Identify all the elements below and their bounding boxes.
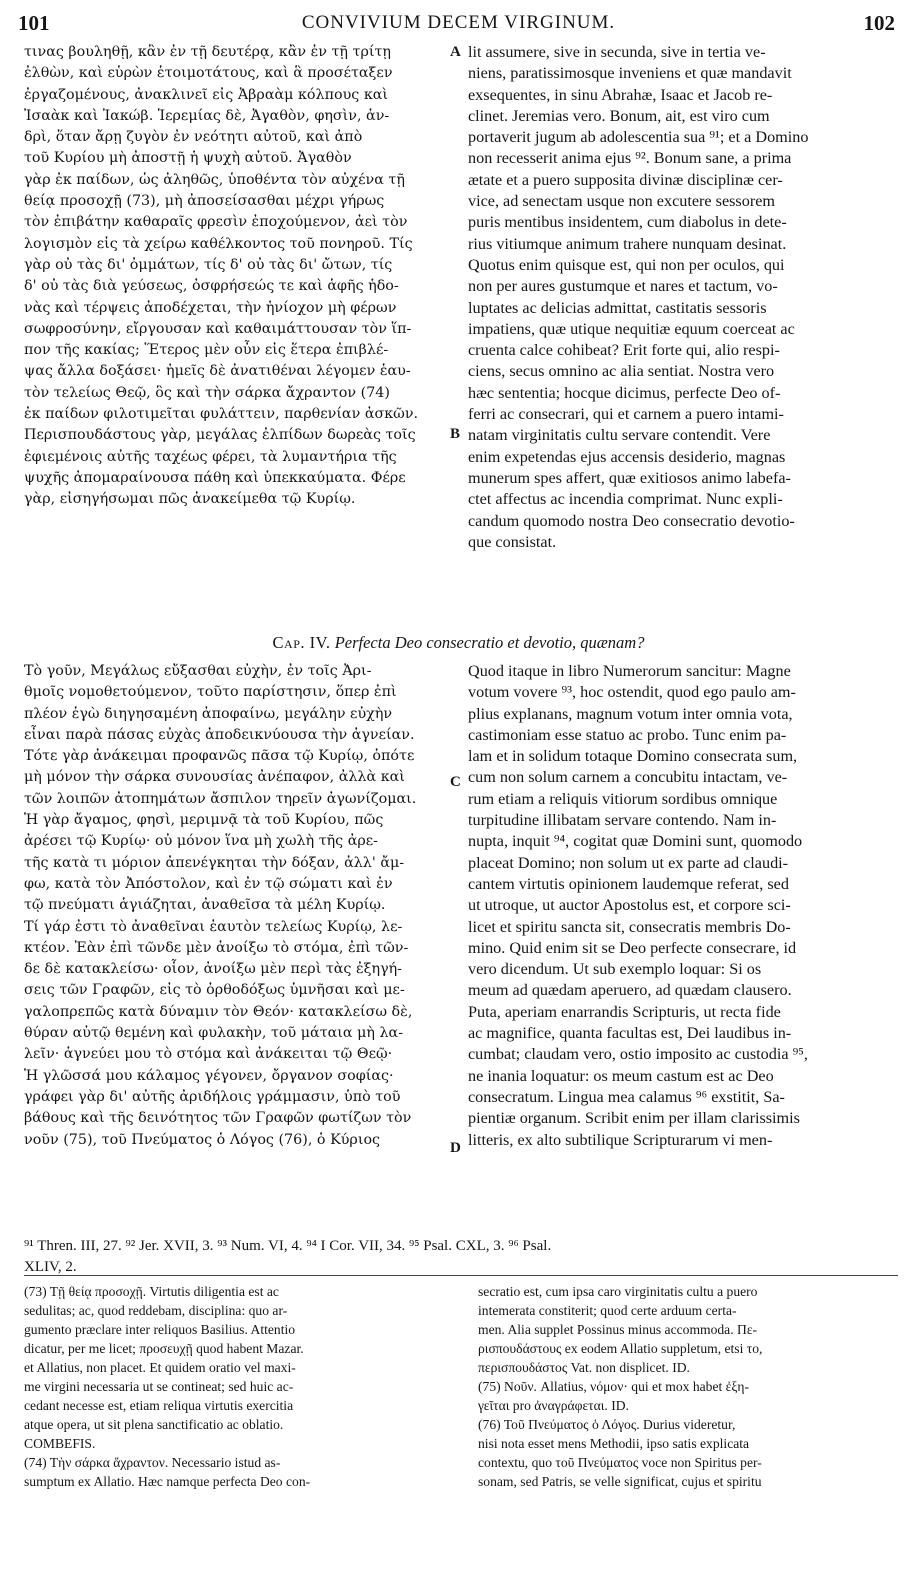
text-line: Τότε γὰρ ἀνάκειμαι προφανῶς πᾶσα τῷ Κυρίῳ, ὁπότε (24, 748, 415, 765)
text-line: vice, ad senectam usque non excutere sessorem (468, 192, 775, 211)
text-line: σωφροσύνην, εἴργουσαν καὶ καθαιμάττουσαν τὸν ἵπ- (24, 320, 412, 337)
text-line: Ἰσαὰκ καὶ Ἰακώβ. Ἱερεμίας δὲ, Ἀγαθὸν, φησὶν, ἀν- (24, 107, 390, 124)
text-line: (76) Τοῦ Πνεύματος ὁ Λόγος. Durius videretur, (478, 1417, 736, 1432)
text-line: litteris, ex alto subtilique Scripturarum vi men- (468, 1130, 773, 1149)
text-line: κτέον. Ἐὰν ἐπὶ τῶνδε μὲν ἀνοίξω τὸ στόμα, ἐπὶ τῶν- (24, 939, 409, 956)
text-line: lam et in solidum totaque Domino consecrata sum, (468, 747, 798, 766)
text-line: cumbat; claudam vero, ostio imposito ac custodia ⁹⁵, (468, 1045, 808, 1064)
text-line: ctet affectus ac incendia comprimat. Nunc expli- (468, 490, 783, 509)
text-line: vero dicendum. Ut sub exemplo loquar: Si os (468, 960, 762, 979)
text-line: τινας βουληθῇ, κἂν ἐν τῇ δευτέρᾳ, κἂν ἐν τῇ τρίτῃ (24, 44, 391, 60)
text-line: intemerata constiterit; quod certe arduum certa- (478, 1303, 737, 1318)
text-line: τῶν λοιπῶν ἀτοπημάτων ἄσπιλον τηρεῖν ἀγωνίζομαι. (24, 790, 417, 807)
text-line: cedant necesse est, etiam reliqua virtutis exercitia (24, 1398, 294, 1413)
chapter-number: Cap. IV. (272, 633, 331, 652)
text-line: θύραν αὐτῷ θεμένη καὶ φυλακὴν, τοῦ μάταια μὴ λα- (24, 1025, 404, 1042)
text-line: turpitudine illibatam servare contendo. Nam in- (468, 811, 777, 830)
text-line: placeat Domino; non solum ut ex parte ad claudi- (468, 853, 789, 872)
section-marker-d: D (450, 1140, 461, 1156)
text-line: ψυχῆς ἀπομαραίνουσα πάθη καὶ ὑπεκκαύματα. Φέρε (24, 469, 406, 486)
text-line: sumptum ex Allatio. Hæc namque perfecta Deo con- (24, 1474, 311, 1489)
text-line: Περισπουδάστους γὰρ, μεγάλας ἐλπίδων δωρεὰς τοῖς (24, 427, 416, 444)
text-line: τὸν τελείως Θεῷ, ὃς καὶ τὴν σάρκα ἄχραντον (74) (24, 384, 390, 401)
text-line: cruenta calce cohibeat? Erit forte qui, alio respi- (468, 341, 780, 360)
text-line: ρισπουδάστους ex eodem Allatio suppletum, etsi το, (478, 1341, 763, 1356)
text-line: Ἡ γλῶσσά μου κάλαμος γέγονεν, ὄργανον σοφίας· (24, 1067, 394, 1084)
text-line: τοῦ Κυρίου μὴ ἀποστῇ ἡ ψυχὴ αὐτοῦ. Ἀγαθὸν (24, 150, 352, 167)
text-line: impatiens, quæ utique nequitiæ equum coerceat ac (468, 319, 795, 338)
text-line: secratio est, cum ipsa caro virginitatis cultu a puero (478, 1284, 758, 1299)
section-marker-b: B (450, 426, 461, 442)
text-line: portaverit jugum ab adolescentia sua ⁹¹; et a Domino (468, 128, 809, 147)
text-line: γεῖται pro ἀναγράφεται. ID. (478, 1398, 629, 1413)
text-line: rius vitiumque animum trahere nunquam desinat. (468, 234, 787, 253)
text-line: hæc sententia; hocque dicimus, perfecte Deo of- (468, 383, 781, 402)
latin-text-bottom (468, 661, 898, 1151)
text-line: natam virginitatis cultu servare contendit. Vere (468, 426, 771, 445)
text-line: ut utroque, ut auctor Apostolus est, et corpore sci- (468, 896, 791, 915)
text-line: mino. Quid enim sit se Deo perfecte consecrare, id (468, 938, 797, 957)
footnote-divider (24, 1275, 898, 1276)
text-line: que consistat. (468, 532, 557, 551)
editor-notes-right (478, 1282, 898, 1491)
section-marker-a: A (450, 44, 461, 60)
text-line: δε δὲ κατακλείσω· οἷον, ἀνοίξω μὲν περὶ τὰς ἐξηγή- (24, 961, 403, 978)
text-line: niens, paratissimosque inveniens et quæ mandavit (468, 64, 792, 83)
text-line: XLIV, 2. (24, 1259, 77, 1275)
chapter-heading (0, 632, 917, 654)
text-line: non recesserit anima ejus ⁹². Bonum sane, a prima (468, 149, 792, 168)
text-line: δρὶ, ὅταν ἄρῃ ζυγὸν ἐν νεότητι αὐτοῦ, καὶ ἀπὸ (24, 129, 363, 146)
text-line: γράφει γὰρ δι' αὐτῆς ἀριδήλοις γράμμασιν, ὑπὸ τοῦ (24, 1088, 401, 1105)
text-line: ⁹¹ Thren. III, 27. ⁹² Jer. XVII, 3. ⁹³ Num. VI, 4. ⁹⁴ I Cor. VII, 34. ⁹⁵ Psal. CXL, 3. ⁹⁶ Psal. (24, 1238, 552, 1254)
editor-notes-left (24, 1282, 454, 1491)
text-line: (74) Τὴν σάρκα ἄχραντον. Necessario istud as- (24, 1455, 281, 1470)
text-line: exsequentes, in sinu Abrahæ, Isaac et Jacob re- (468, 85, 773, 104)
text-line: votum vovere ⁹³, hoc ostendit, quod ego paulo am- (468, 683, 796, 702)
scripture-references (24, 1236, 898, 1278)
text-line: Quod itaque in libro Numerorum sancitur: Magne (468, 662, 791, 680)
text-line: ἀρέσει τῷ Κυρίῳ· οὐ μόνον ἵνα μὴ χωλὴ τῆς ἀρε- (24, 833, 379, 850)
text-line: λογισμὸν εἰς τὰ χείρω καθέλκοντος τοῦ πονηροῦ. Τίς (24, 235, 413, 252)
text-line: men. Alia supplet Possinus minus accommoda. Πε- (478, 1322, 758, 1337)
text-line: μὴ μόνον τὴν σάρκα συνουσίας ἀνέπαφον, ἀλλὰ καὶ (24, 769, 405, 786)
text-line: COMBEFIS. (24, 1436, 96, 1451)
text-line: γὰρ, εἰσηγήσωμαι πῶς ἀνακείμεθα τῷ Κυρίῳ. (24, 491, 356, 508)
text-line: Τί γάρ ἐστι τὸ ἀναθεῖναι ἑαυτὸν τελείως Κυρίῳ, λε- (24, 918, 403, 935)
text-line: puris mentibus insidentem, cum diabolus in dete- (468, 213, 787, 232)
text-line: non per aures gustumque et nares et tactum, vo- (468, 277, 778, 296)
text-line: γὰρ οὐ τὰς δι' ὀμμάτων, τίς δ' οὐ τὰς δι' ὤτων, τίς (24, 256, 393, 273)
text-line: plius explanans, magnum votum inter omnia vota, (468, 704, 793, 723)
text-line: σεις τῶν Γραφῶν, εἰς τὸ ὀρθοδόξως ὑμνῆσαι καὶ με- (24, 982, 405, 999)
text-line: τῷ πνεύματι ἁγιάζηται, ἀναθεῖσα τὰ μέλη Κυρίῳ. (24, 897, 386, 914)
text-line: Puta, aperiam enarrandis Scripturis, ut recta fide (468, 1002, 781, 1021)
text-line: περισπουδάστος Vat. non displicet. ID. (478, 1360, 690, 1375)
text-line: θμοῖς νομοθετούμενον, τοῦτο παρίστησιν, ὅπερ ἐπὶ (24, 684, 397, 701)
text-line: candum quomodo nostra Deo consecratio devotio- (468, 511, 795, 530)
text-line: τῆς κατὰ τι μόριον ἀπενέγκηται τὴν δόξαν, ἀλλ' ἄμ- (24, 854, 405, 871)
text-line: ἐκ παίδων φιλοτιμεῖται φυλάττειν, παρθενίαν ἀσκῶν. (24, 406, 419, 423)
text-line: ne inania loquatur: os meum castum est ac Deo (468, 1066, 774, 1085)
text-line: Ἡ γὰρ ἄγαμος, φησὶ, μεριμνᾷ τὰ τοῦ Κυρίου, πῶς (24, 812, 384, 829)
text-line: sonam, sed Patris, se velle significat, cujus et spiritu (478, 1474, 762, 1489)
text-line: εἶναι παρὰ πάσας εὐχὰς ἀποδεικνύουσα τὴν ἁγνείαν. (24, 726, 415, 743)
text-line: pientiæ organum. Scribit enim per illam clarissimis (468, 1109, 800, 1128)
text-line: (75) Νοῦν. Allatius, νόμον· qui et mox habet ἐξη- (478, 1379, 750, 1394)
text-line: νοῦν (75), τοῦ Πνεύματος ὁ Λόγος (76), ὁ Κύριος (24, 1131, 381, 1148)
text-line: βάθους καὶ τῆς δεινότητος τῶν Γραφῶν φωτίζων τὸν (24, 1110, 412, 1127)
text-line: munerum spes affert, quæ exitiosos animo labefa- (468, 468, 791, 487)
text-line: castimoniam esse statuo ac probo. Tunc enim pa- (468, 725, 787, 744)
text-line: ferri ac consecrari, qui et carnem a puero intami- (468, 405, 784, 424)
text-line: ἐλθὼν, καὶ εὑρὼν ἑτοιμοτάτους, καὶ ἃ προσέταξεν (24, 65, 393, 82)
text-line: gumento præclare inter reliquos Basilius. Attentio (24, 1322, 296, 1337)
text-line: sedulitas; ac, quod reddebam, disciplina: quo ar- (24, 1303, 288, 1318)
text-line: atque opera, ut sit plena sanctificatio ac oblatio. (24, 1417, 284, 1432)
text-line: γαλοπρεπῶς κατὰ δύναμιν τὸν Θεόν· κατακλείσω δὲ, (24, 1003, 413, 1020)
latin-text-top (468, 42, 898, 553)
text-line: τὸν ἐπιβάτην καθαραῖς φρεσὶν ἐποχούμενον, ἀεὶ τὸν (24, 214, 408, 231)
text-line: contextu, quo τοῦ Πνεύματος voce non Spiritus per- (478, 1455, 762, 1470)
text-line: enim expetendas ejus accensis desiderio, magnas (468, 447, 786, 466)
section-marker-c: C (450, 774, 461, 790)
text-line: γὰρ ἐκ παίδων, ὡς ἀληθῶς, ὑποθέντα τὸν αὐχένα τῇ (24, 171, 405, 188)
text-line: ἐφιεμένοις αὐτῆς ταχέως φέρει, τὰ λυμαντήρια τῆς (24, 448, 397, 465)
text-line: luptates ac delicias admittat, castitatis sessoris (468, 298, 767, 317)
text-line: (73) Τῇ θείᾳ προσοχῇ. Virtutis diligentia est ac (24, 1284, 279, 1299)
text-line: cantem virtutis opinionem laudemque referat, sed (468, 874, 789, 893)
text-line: me virgini necessaria ut se contineat; sed huic ac- (24, 1379, 294, 1394)
text-line: et Allatius, non placet. Et quidem oratio vel maxi- (24, 1360, 296, 1375)
greek-text-top (24, 42, 462, 511)
text-line: rum etiam a reliquis vitiorum sordibus omnique (468, 789, 778, 808)
text-line: Quotus enim quisque est, qui non per oculos, qui (468, 255, 785, 274)
text-line: cum non solum carnem a concubitu intactam, ve- (468, 768, 788, 787)
text-line: φω, κατὰ τὸν Ἀπόστολον, καὶ ἐν τῷ σώματι καὶ ἐν (24, 875, 393, 892)
text-line: meum ad quædam aperuero, ad quædam clausero. (468, 981, 792, 1000)
page-number-right: 102 (863, 11, 895, 35)
text-line: νὰς καὶ τέρψεις ἀποδέχεται, τὴν ἡνίοχον μὴ φέρων (24, 299, 397, 316)
text-line: ψας ἄλλα δοξάσει· ἡμεῖς δὲ ἀνατιθέναι λέγομεν ἑαυ- (24, 363, 411, 380)
text-line: πλέον ἐγὼ διηγησαμένη ἀποφαίνω, μεγάλην εὐχὴν (24, 705, 393, 722)
text-line: licet et spiritu sancta sit, consecratis membris Do- (468, 917, 791, 936)
chapter-title: Perfecta Deo consecratio et devotio, quænam? (334, 633, 645, 652)
text-line: δ' οὐ τὰς διὰ γεύσεως, ὀσφρήσεώς τε καὶ ἁφῆς ἡδο- (24, 278, 399, 295)
text-line: θείᾳ προσοχῇ (73), μὴ ἀποσείσασθαι μέχρι γήρως (24, 193, 385, 210)
text-line: consecratum. Lingua mea calamus ⁹⁶ exstitit, Sa- (468, 1087, 785, 1106)
text-line: nupta, inquit ⁹⁴, cogitat quæ Domini sunt, quomodo (468, 832, 803, 851)
text-line: clinet. Jeremias vero. Bonum, ait, est viro cum (468, 106, 770, 125)
page-number-left: 101 (18, 11, 50, 35)
text-line: ac magnifice, quanta facultas est, Dei laudibus in- (468, 1024, 792, 1043)
text-line: πον τῆς κακίας; Ἕτερος μὲν οὖν εἰς ἕτερα ἐπιβλέ- (24, 342, 389, 359)
text-line: lit assumere, sive in secunda, sive in tertia ve- (468, 43, 766, 61)
running-title: CONVIVIUM DECEM VIRGINUM. (301, 12, 616, 33)
text-line: Τὸ γοῦν, Μεγάλως εὔξασθαι εὐχὴν, ἐν τοῖς Ἀρι- (24, 663, 372, 679)
text-line: dicatur, per me licet; προσευχῇ quod habent Mazar. (24, 1341, 304, 1356)
text-line: λεῖν· ἁγνεύει μου τὸ στόμα καὶ ἀνάκειται τῷ Θεῷ· (24, 1046, 393, 1063)
text-line: ætate et a puero supposita divinæ disciplinæ cer- (468, 170, 783, 189)
text-line: nisi nota esset mens Methodii, ipso satis explicata (478, 1436, 750, 1451)
text-line: ciens, secus omnino ac alia sentiat. Nostra vero (468, 362, 775, 381)
greek-text-bottom (24, 661, 462, 1151)
text-line: ἐργαζομένους, ἀνακλινεῖ εἰς Ἀβραὰμ κόλπους καὶ (24, 86, 389, 103)
